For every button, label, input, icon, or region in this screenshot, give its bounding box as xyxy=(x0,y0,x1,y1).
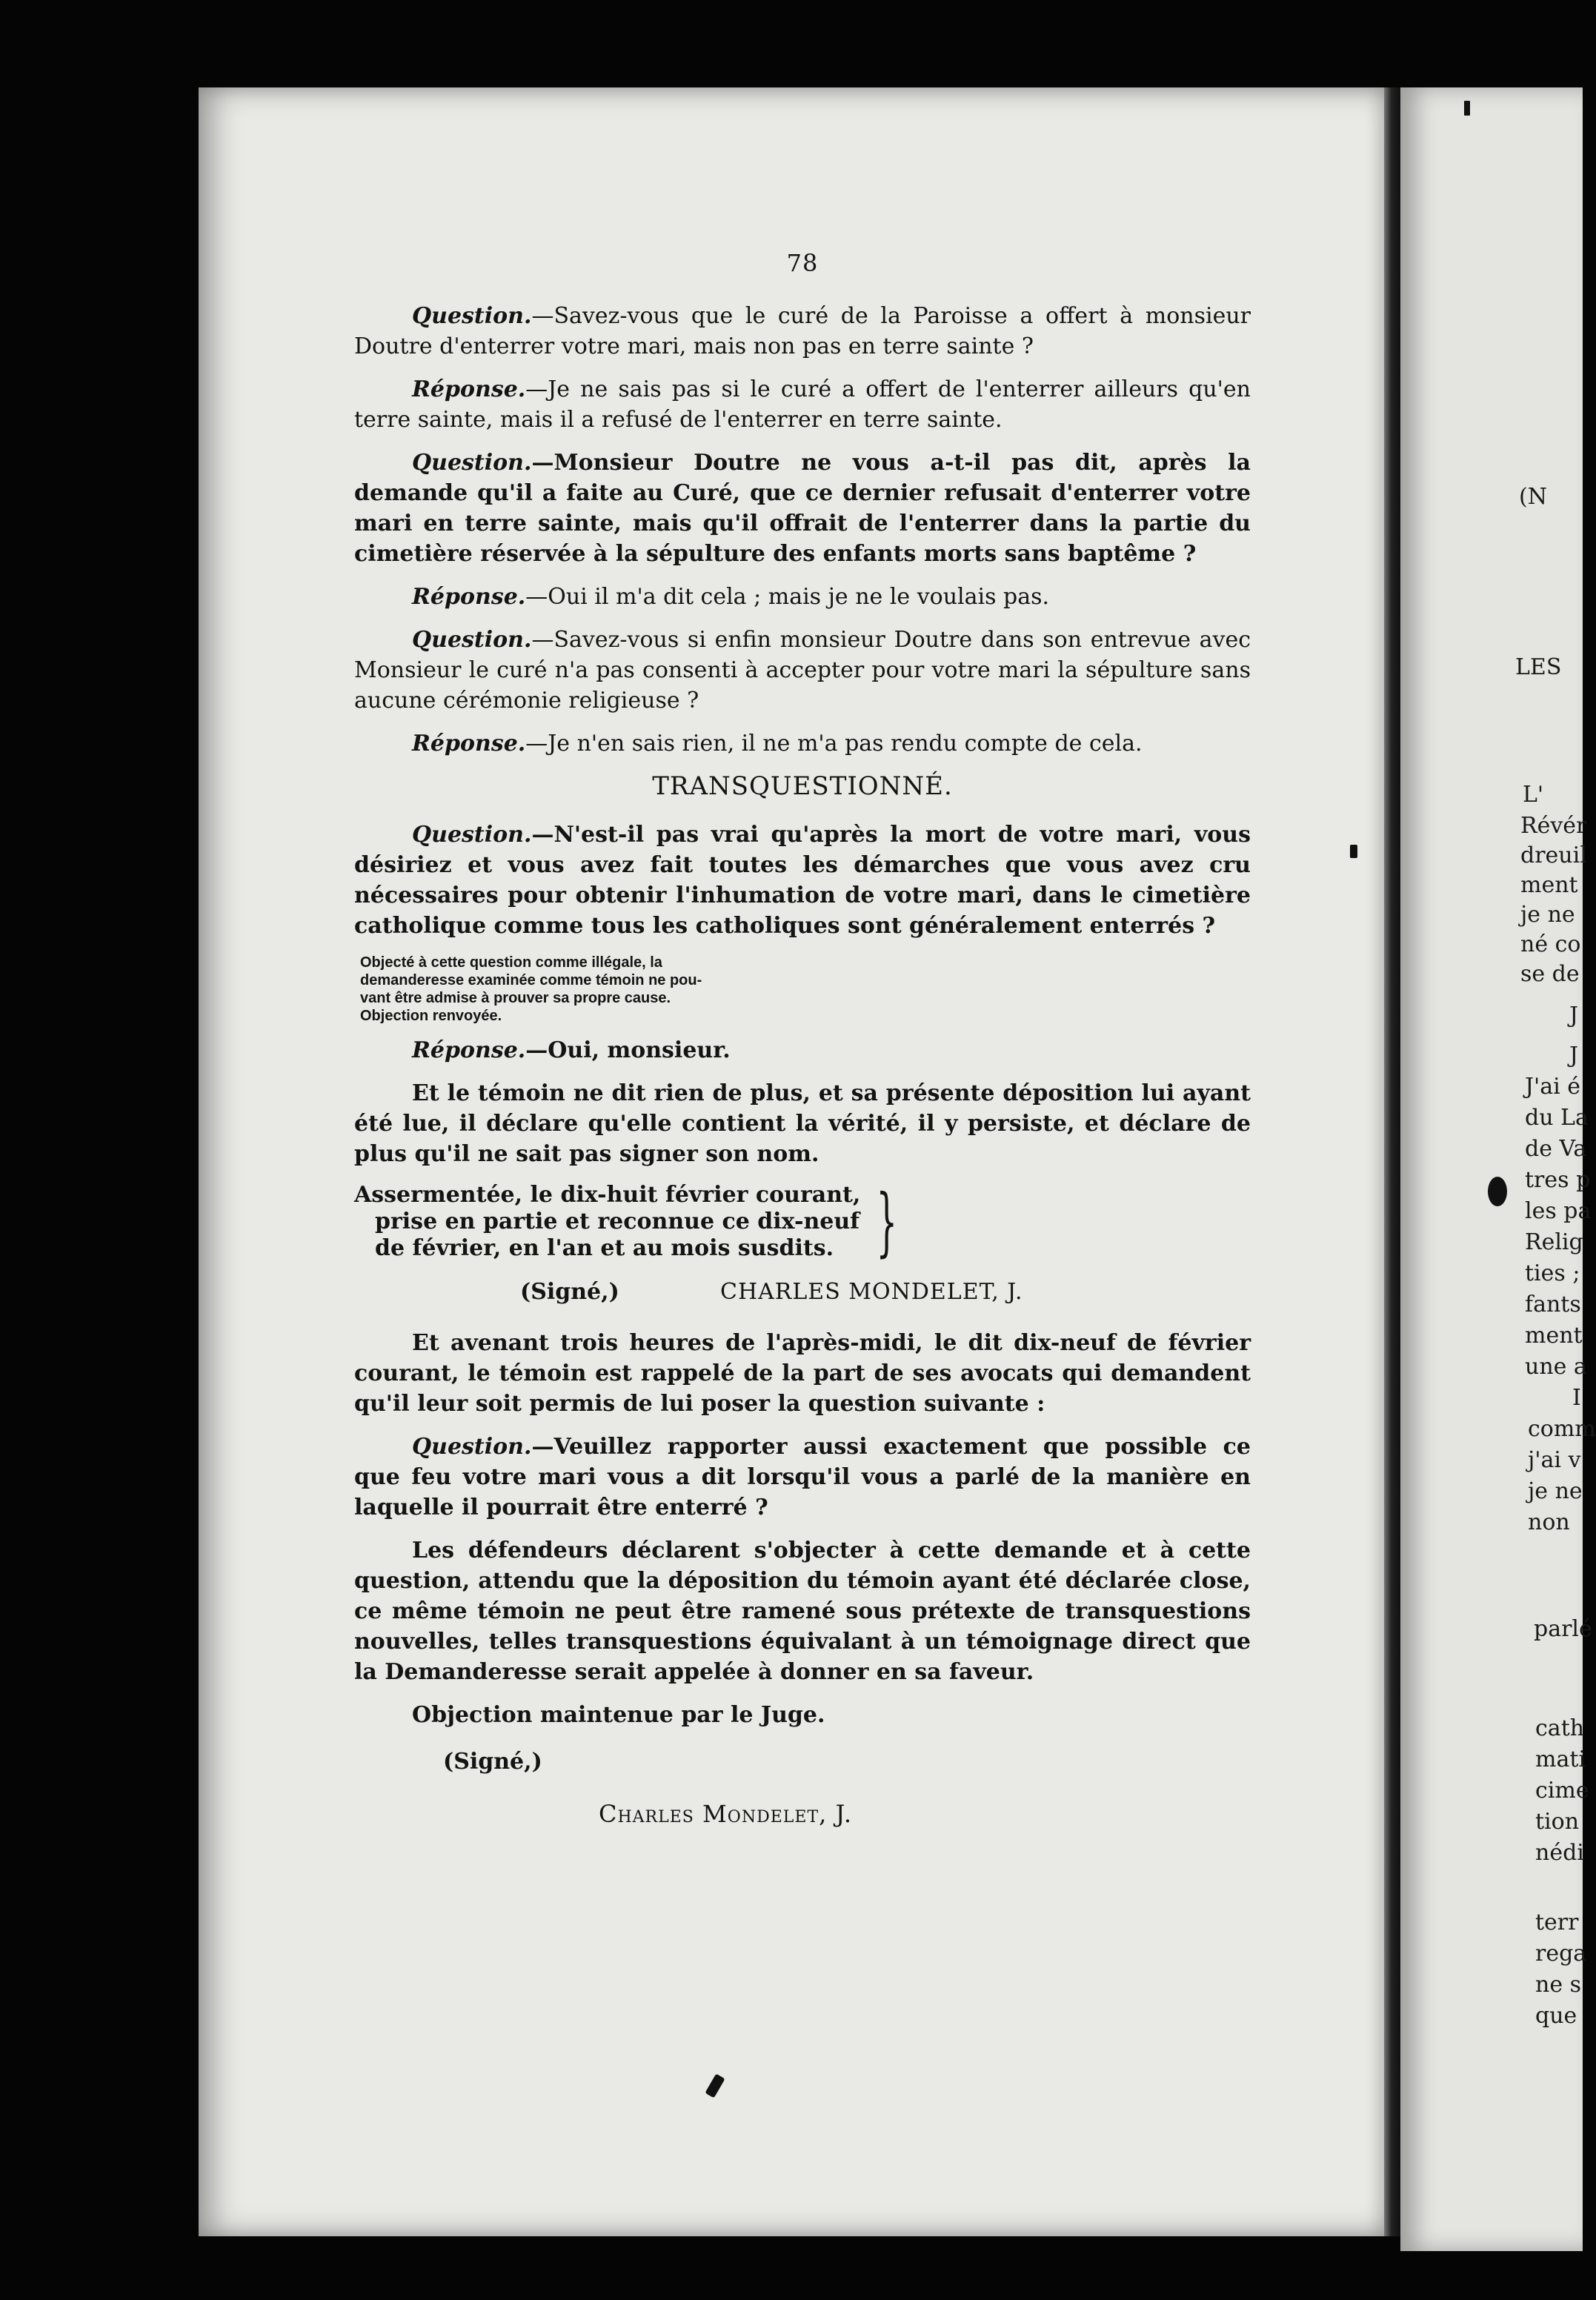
right-fragment: tres p xyxy=(1525,1167,1591,1193)
oath-line: de février, en l'an et au mois susdits. xyxy=(375,1235,834,1261)
judge-name: CHARLES MONDELET, J. xyxy=(720,1279,1023,1305)
oath-lines xyxy=(354,1182,860,1262)
cross-answer xyxy=(354,1035,1251,1066)
objection-line: vant être admise à prouver sa propre cause. xyxy=(360,990,671,1006)
testimony-question xyxy=(354,625,1251,716)
right-fragment: dreuil xyxy=(1520,842,1587,868)
recall-question xyxy=(354,1432,1251,1523)
book-gutter xyxy=(1384,87,1400,2236)
objection-line: demanderesse examinée comme témoin ne pou- xyxy=(360,972,702,988)
entry-label: Question. xyxy=(412,450,532,476)
right-fragment: nédi xyxy=(1535,1840,1584,1866)
right-fragment: cath xyxy=(1535,1715,1585,1741)
right-fragment: tion xyxy=(1535,1809,1580,1835)
oath-block xyxy=(354,1178,1251,1265)
entry-text: —Je ne sais pas si le curé a offert de l'enterrer ailleurs qu'en terre sainte, mais il a refusé de l'enterrer en terre sainte. xyxy=(354,376,1251,433)
entry-text: —Oui il m'a dit cela ; mais je ne le voulais pas. xyxy=(525,584,1050,610)
right-fragment: je ne xyxy=(1528,1478,1583,1504)
right-fragment: rega xyxy=(1535,1941,1587,1967)
judge-signature: Charles Mondelet, J. xyxy=(599,1800,852,1828)
testimony-answer xyxy=(354,374,1251,435)
right-fragment: J xyxy=(1569,1043,1579,1068)
ink-blot xyxy=(1488,1177,1507,1206)
oath-line: Assermentée, le dix-huit février courant, xyxy=(354,1182,861,1208)
objection-line: Objection renvoyée. xyxy=(360,1008,502,1024)
right-fragment: parlé xyxy=(1534,1616,1592,1642)
entry-text: —Monsieur Doutre ne vous a-t-il pas dit, après la demande qu'il a faite au Curé, que ce dernier refusait d'enterrer votre mari en terre sainte, mais qu'il offrait de l'enterrer dans la partie du cimetière réservée à la sépulture des enfants morts sans baptême ? xyxy=(354,450,1251,567)
signature-line xyxy=(354,1277,1251,1307)
ink-blot xyxy=(1464,101,1470,116)
right-fragment: comm xyxy=(1528,1416,1596,1442)
right-fragment: du La xyxy=(1525,1105,1589,1131)
entry-label: Réponse. xyxy=(412,584,526,610)
entry-text: —N'est-il pas vrai qu'après la mort de votre mari, vous désiriez et vous avez fait toutes les démarches que vous avez cru nécessaires pour obtenir l'inhumation de votre mari, dans le cimetière catholique comme tous les catholiques sont généralement enterrés ? xyxy=(354,822,1251,939)
right-fragment: mati xyxy=(1535,1746,1586,1772)
entry-text: —Veuillez rapporter aussi exactement que possible ce que feu votre mari vous a dit lorsqu'il vous a parlé de la manière en laquelle il pourrait être enterré ? xyxy=(354,1434,1251,1520)
right-fragment: I xyxy=(1572,1385,1581,1411)
right-fragment: terr xyxy=(1535,1910,1579,1935)
right-fragment: né co xyxy=(1520,931,1581,957)
right-fragment: J'ai é xyxy=(1525,1074,1581,1100)
right-fragment: se de xyxy=(1520,961,1580,987)
testimony-question xyxy=(354,301,1251,362)
entry-label: Question. xyxy=(412,1434,532,1460)
entry-label: Question. xyxy=(412,822,532,848)
ink-blot xyxy=(1350,845,1357,858)
entry-text: —Je n'en sais rien, il ne m'a pas rendu compte de cela. xyxy=(525,731,1143,757)
signed-label: (Signé,) xyxy=(520,1279,619,1305)
brace-mark: } xyxy=(876,1178,898,1265)
objection-line: Objecté à cette question comme illégale, la xyxy=(360,954,662,971)
cross-question xyxy=(354,820,1251,941)
right-fragment: LES xyxy=(1515,654,1562,680)
right-fragment: je ne xyxy=(1520,902,1575,928)
section-heading: TRANSQUESTIONNÉ. xyxy=(652,771,953,801)
page-content xyxy=(354,248,1251,1829)
testimony-question xyxy=(354,448,1251,569)
right-fragment: J xyxy=(1569,1003,1579,1028)
entry-text: —Savez-vous si enfin monsieur Doutre dans son entrevue avec Monsieur le curé n'a pas consenti à accepter pour votre mari la sépulture sans aucune cérémonie religieuse ? xyxy=(354,627,1251,714)
entry-label: Réponse. xyxy=(412,731,526,757)
right-fragment: que xyxy=(1535,2003,1577,2029)
entry-label: Question. xyxy=(412,303,532,329)
right-fragment: cime xyxy=(1535,1778,1589,1804)
entry-label: Réponse. xyxy=(412,1037,526,1063)
right-fragment: Révér xyxy=(1520,813,1587,839)
right-fragment: une a xyxy=(1525,1354,1587,1380)
entry-label: Question. xyxy=(412,627,532,653)
right-fragment: ties ; xyxy=(1525,1260,1580,1286)
entry-text: —Oui, monsieur. xyxy=(525,1037,731,1063)
right-fragment: (N xyxy=(1519,484,1547,510)
right-fragment: L' xyxy=(1523,782,1544,808)
right-fragment: fants xyxy=(1525,1292,1581,1317)
testimony-answer xyxy=(354,728,1251,759)
right-fragment: ment xyxy=(1520,872,1578,898)
oath-line: prise en partie et reconnue ce dix-neuf xyxy=(375,1209,860,1234)
page-number: 78 xyxy=(786,249,819,277)
right-fragment: ne s xyxy=(1535,1972,1582,1998)
entry-label: Réponse. xyxy=(412,376,526,402)
right-fragment: Relig xyxy=(1525,1229,1583,1255)
signed-label: (Signé,) xyxy=(443,1749,542,1775)
right-fragment: de Va xyxy=(1525,1136,1587,1162)
ruling: Objection maintenue par le Juge. xyxy=(412,1702,825,1728)
objection-note xyxy=(360,954,745,1025)
entry-text: —Savez-vous que le curé de la Paroisse a offert à monsieur Doutre d'enterrer votre mari, mais non pas en terre sainte ? xyxy=(354,303,1251,359)
right-fragment: ment xyxy=(1525,1323,1583,1349)
testimony-answer xyxy=(354,582,1251,612)
defense-objection: Les défendeurs déclarent s'objecter à cette demande et à cette question, attendu que la déposition du témoin ayant été déclarée close, ce même témoin ne peut être ramené sous prétexte de transquestions nouvelles, telles transquestions équivalant à un témoignage direct que la Demanderesse serait appelée à donner en sa faveur. xyxy=(354,1538,1251,1685)
right-fragment: les pa xyxy=(1525,1198,1592,1224)
recall-paragraph: Et avenant trois heures de l'après-midi, le dit dix-neuf de février courant, le témoin est rappelé de la part de ses avocats qui demandent qu'il leur soit permis de lui poser la question suivante : xyxy=(354,1330,1251,1417)
right-fragment: j'ai v xyxy=(1528,1447,1581,1473)
closing-statement: Et le témoin ne dit rien de plus, et sa présente déposition lui ayant été lue, il déclare qu'elle contient la vérité, il y persiste, et déclare de plus qu'il ne sait pas signer son nom. xyxy=(354,1080,1251,1167)
right-fragment: non xyxy=(1528,1509,1570,1535)
